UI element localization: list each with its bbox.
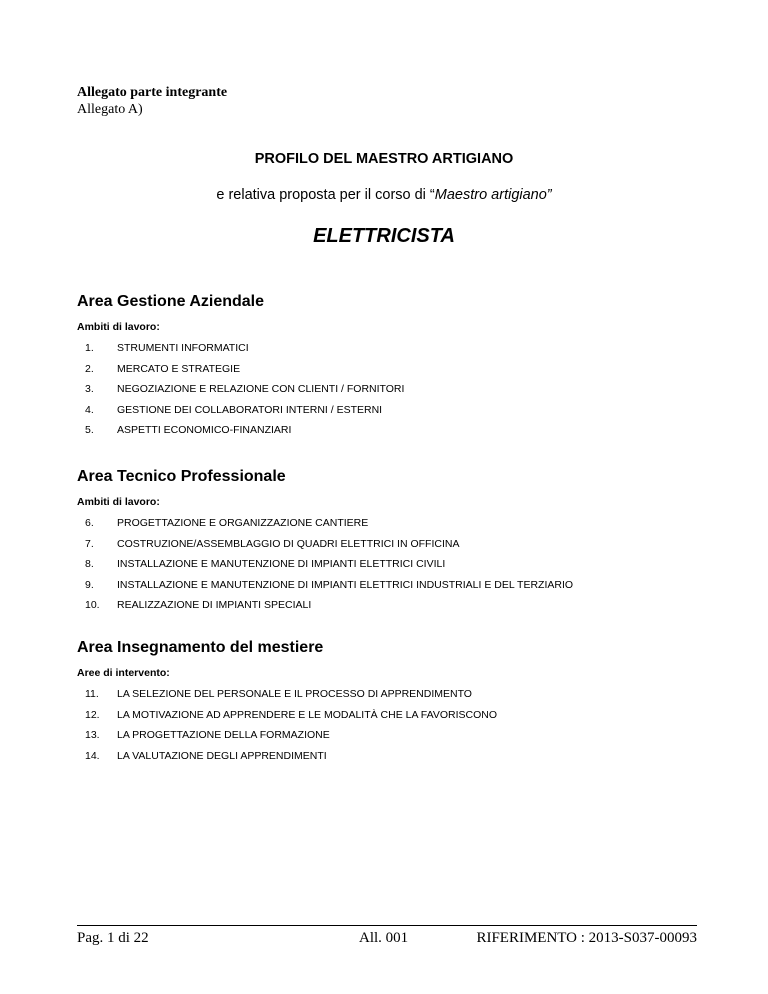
list-item [77,725,697,746]
item-text: LA MOTIVAZIONE AD APPRENDERE E LE MODALITÀ CHE LA FAVORISCONO [117,708,498,721]
item-number: 3. [85,383,94,396]
list-item [77,379,697,400]
item-text: PROGETTAZIONE E ORGANIZZAZIONE CANTIERE [117,517,369,530]
item-number: 7. [85,537,94,550]
item-number: 6. [85,517,94,530]
item-number: 14. [85,749,100,762]
area-list [77,513,697,616]
list-item [77,746,697,767]
list-item [77,338,697,359]
list-item [77,554,697,575]
attachment-line: Allegato A) [77,102,143,117]
document-subtitle [0,187,768,203]
page-footer [77,925,697,954]
area-list [77,338,697,441]
area-section [77,467,697,616]
item-number: 2. [85,362,94,375]
area-heading: Area Gestione Aziendale [77,293,265,310]
item-number: 10. [85,599,100,612]
area-heading: Area Insegnamento del mestiere [77,639,324,656]
list-item [77,400,697,421]
item-text: LA SELEZIONE DEL PERSONALE E IL PROCESSO DI APPRENDIMENTO [117,688,472,701]
list-item [77,684,697,705]
area-label: Ambiti di lavoro: [77,321,160,333]
item-number: 11. [85,688,99,701]
list-item [77,575,697,596]
item-text: LA VALUTAZIONE DEGLI APPRENDIMENTI [117,749,327,762]
list-item [77,595,697,616]
trade-title: ELETTRICISTA [313,225,455,247]
list-item [77,359,697,380]
item-number: 5. [85,424,94,437]
document-title: PROFILO DEL MAESTRO ARTIGIANO [254,151,514,167]
item-text: REALIZZAZIONE DI IMPIANTI SPECIALI [117,599,312,612]
attachment-number: All. 001 [359,930,409,946]
item-number: 13. [85,729,100,742]
item-text: LA PROGETTAZIONE DELLA FORMAZIONE [117,729,330,742]
item-text: INSTALLAZIONE E MANUTENZIONE DI IMPIANTI ELETTRICI CIVILI [117,558,446,571]
item-number: 1. [85,342,94,355]
attachment-note [77,84,227,118]
reference-code: RIFERIMENTO : 2013-S037-00093 [476,930,697,946]
item-text: GESTIONE DEI COLLABORATORI INTERNI / ESTERNI [117,403,383,416]
area-section [77,638,697,766]
subtitle-prefix: e relativa proposta per il corso di “ [216,187,435,203]
item-text: STRUMENTI INFORMATICI [117,342,249,355]
list-item [77,513,697,534]
attachment-bold-line: Allegato parte integrante [77,85,228,100]
area-list [77,684,697,766]
list-item [77,534,697,555]
item-text: MERCATO E STRATEGIE [117,362,241,375]
area-heading: Area Tecnico Professionale [77,468,286,485]
list-item [77,705,697,726]
area-section [77,292,697,441]
item-number: 9. [85,578,94,591]
page-number: Pag. 1 di 22 [77,930,149,946]
list-item [77,420,697,441]
item-text: COSTRUZIONE/ASSEMBLAGGIO DI QUADRI ELETTRICI IN OFFICINA [117,537,460,550]
item-text: INSTALLAZIONE E MANUTENZIONE DI IMPIANTI ELETTRICI INDUSTRIALI E DEL TERZIARIO [117,578,574,591]
item-number: 12. [85,708,100,721]
item-number: 8. [85,558,94,571]
area-label: Aree di intervento: [77,667,170,679]
area-label: Ambiti di lavoro: [77,496,160,508]
item-text: NEGOZIAZIONE E RELAZIONE CON CLIENTI / FORNITORI [117,383,405,396]
subtitle-italic: Maestro artigiano” [434,187,552,203]
item-number: 4. [85,403,94,416]
item-text: ASPETTI ECONOMICO-FINANZIARI [117,424,292,437]
